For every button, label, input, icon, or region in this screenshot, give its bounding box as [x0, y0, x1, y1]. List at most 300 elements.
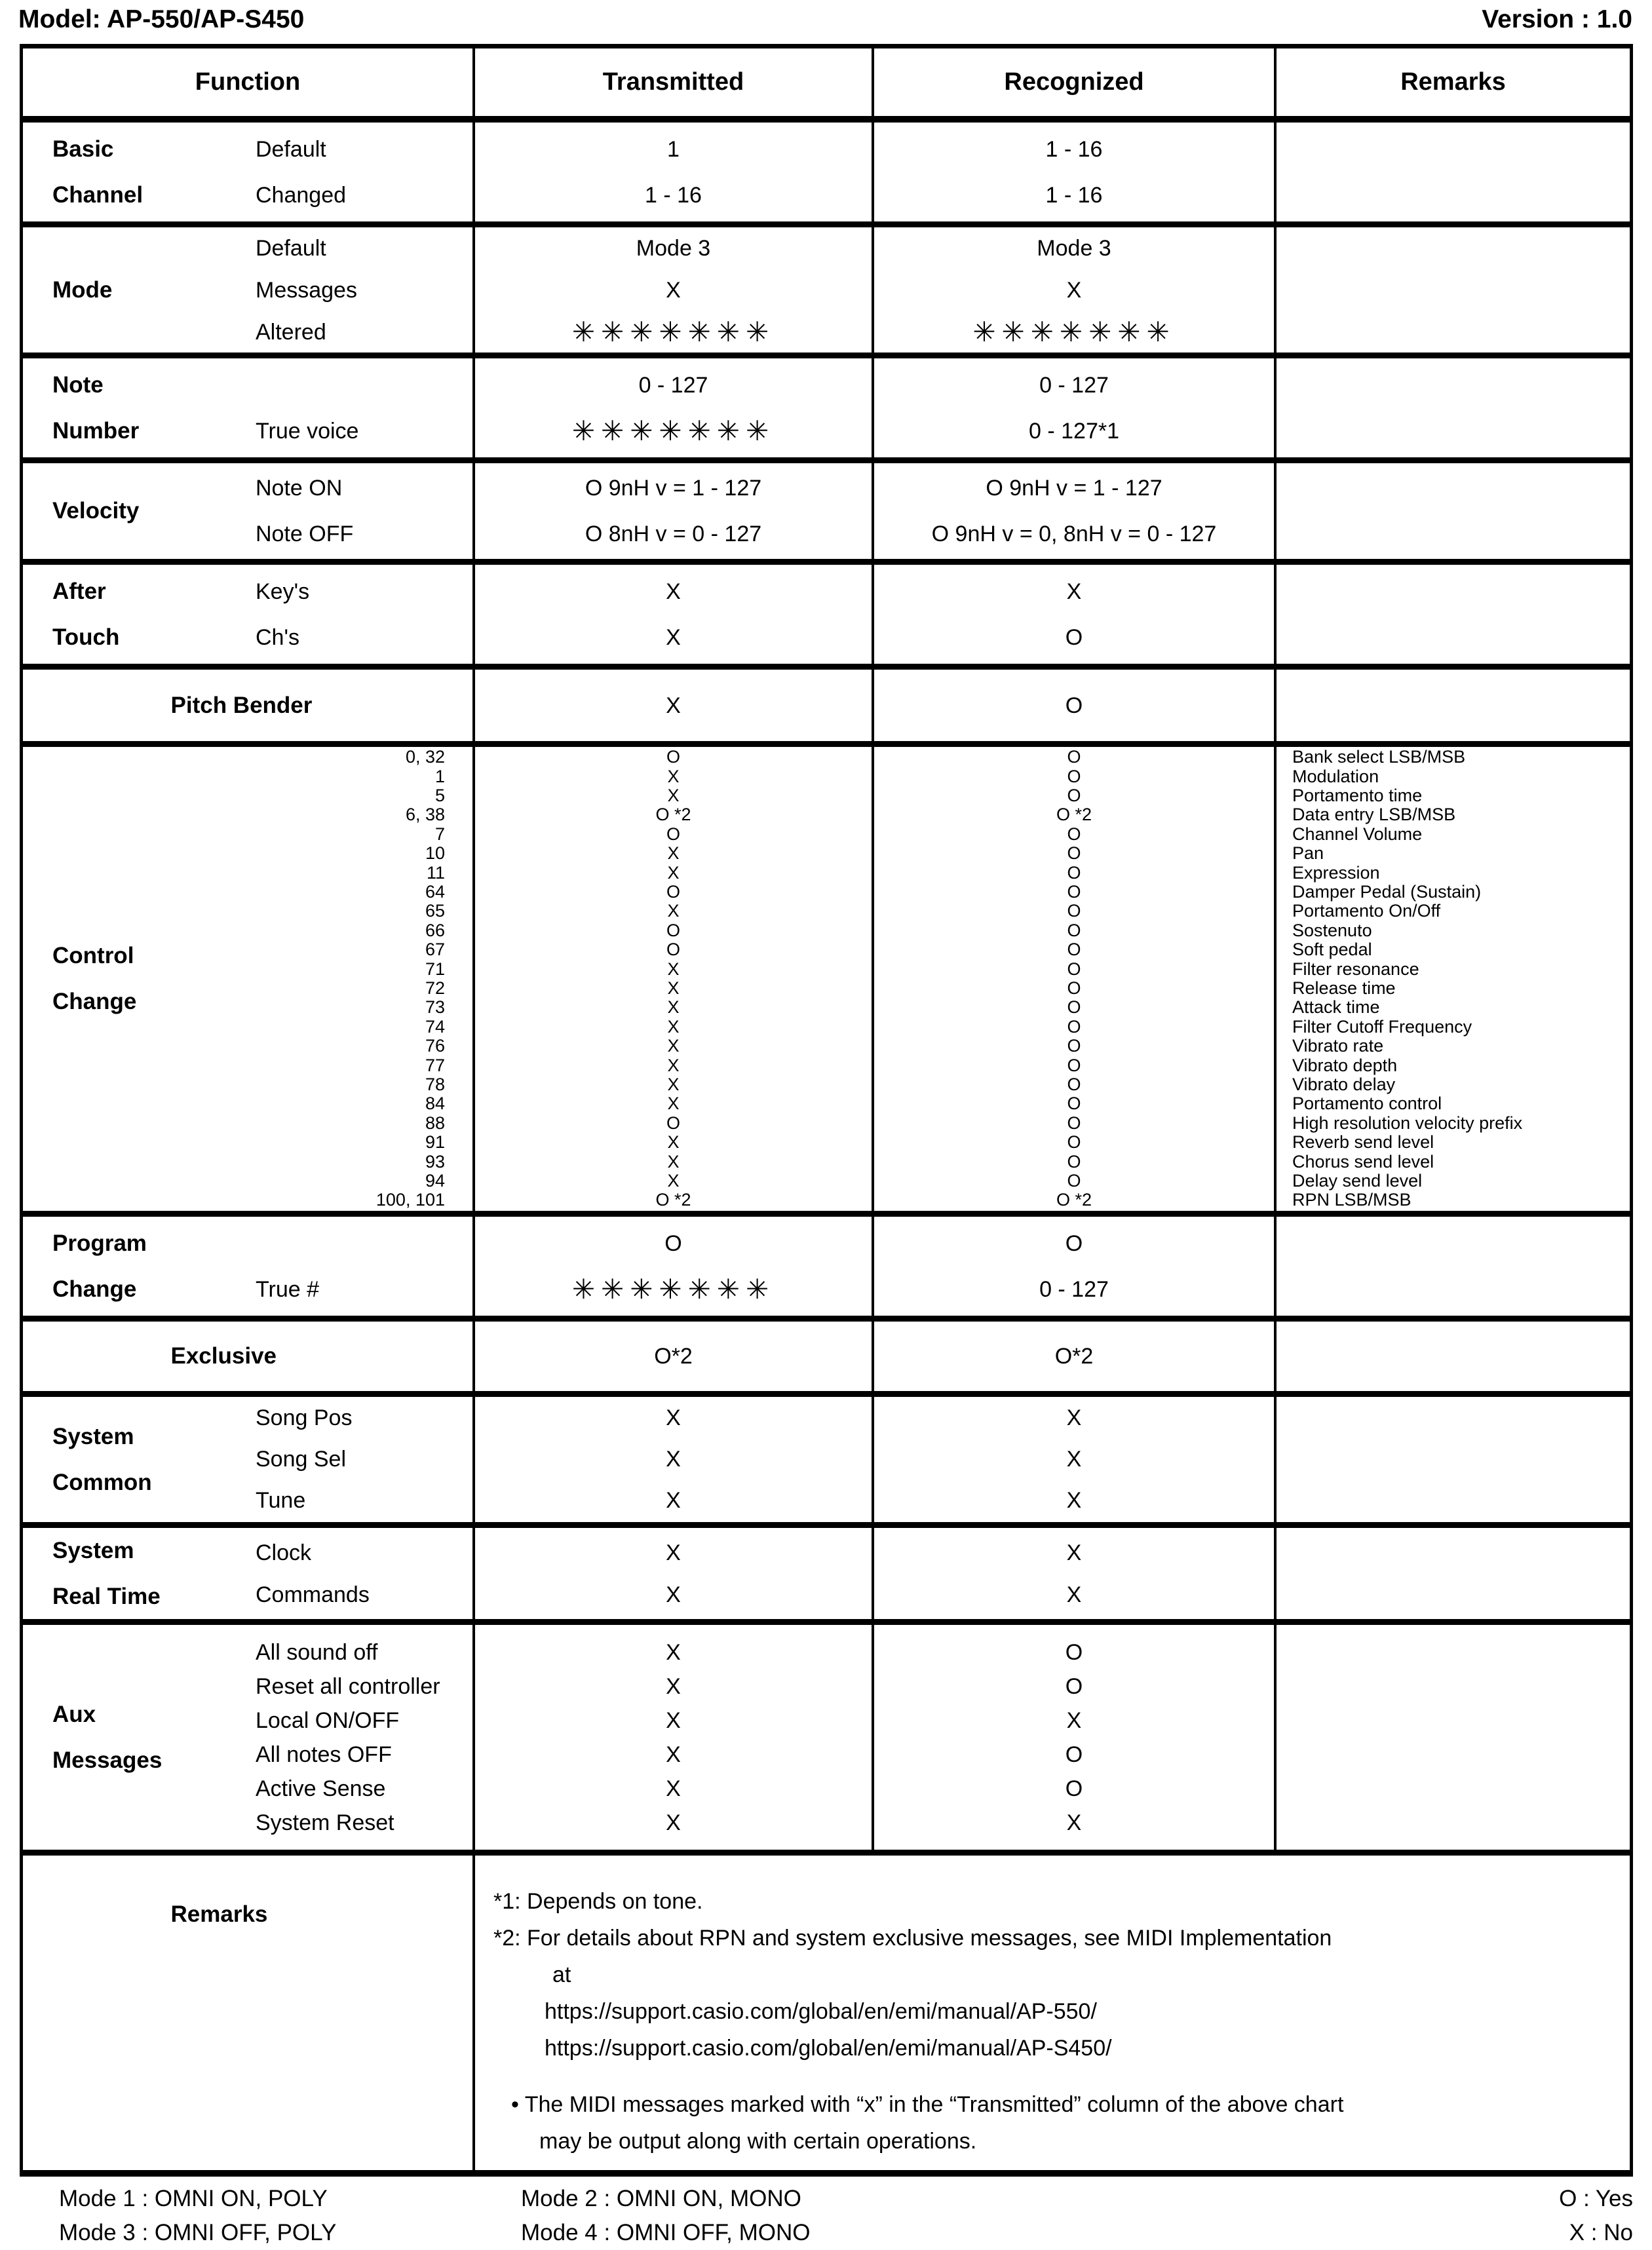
recognized-cell	[874, 1528, 1277, 1619]
cell-line: All notes OFF	[256, 1742, 392, 1767]
cell-line: O	[666, 824, 680, 844]
cell-line: 88	[425, 1113, 445, 1133]
cell-line: Channel	[52, 181, 144, 208]
cell-line: System	[52, 1537, 134, 1563]
function-cell	[23, 1217, 475, 1316]
cell-line: Note	[52, 372, 104, 398]
transmitted-cell	[475, 1322, 874, 1391]
cell-line: 77	[425, 1055, 445, 1075]
mode-legend	[20, 2182, 1633, 2250]
cell-line: Default	[256, 235, 326, 261]
row-note-number	[23, 358, 1630, 463]
cell-line: O*2	[1054, 1344, 1094, 1369]
cell-line: O	[1067, 1036, 1081, 1056]
remark-note-2: *2: For details about RPN and system exclusive messages, see MIDI Implementation	[493, 1926, 1332, 1951]
mode-3-label: Mode 3 : OMNI OFF, POLY	[59, 2220, 337, 2245]
transmitted-cell	[475, 670, 874, 741]
cell-line: Local ON/OFF	[256, 1707, 400, 1733]
remarks-cell	[1277, 1217, 1630, 1316]
cell-line: X	[666, 1447, 681, 1472]
row-remarks	[23, 1856, 1630, 2170]
cell-line: O *2	[1056, 1190, 1092, 1210]
cell-line: 66	[425, 920, 445, 940]
model-label: Model: AP-550/AP-S450	[18, 5, 305, 33]
cell-line: 74	[425, 1016, 445, 1037]
cell-line: 1 - 16	[1045, 136, 1103, 162]
remark-url-aps450: https://support.casio.com/global/en/emi/manual/AP-S450/	[545, 2036, 1112, 2061]
cell-line: 1	[667, 136, 680, 162]
cell-line: Messages	[256, 277, 357, 303]
cell-line: O	[666, 940, 680, 960]
cell-line: Key's	[256, 579, 310, 604]
cell-line: X	[666, 693, 681, 718]
row-control-change	[23, 747, 1630, 1217]
cell-line: O 9nH v = 1 - 127	[986, 476, 1162, 501]
cell-line: O	[1067, 1094, 1081, 1114]
remarks-cell	[1277, 123, 1630, 221]
transmitted-cell	[475, 1217, 874, 1316]
cell-line: Change	[52, 1276, 137, 1302]
cell-line: Sostenuto	[1292, 920, 1372, 940]
cell-line: X	[667, 978, 680, 998]
cell-line: Ch's	[256, 624, 299, 650]
cell-line: Attack time	[1292, 997, 1380, 1018]
cell-line: Filter resonance	[1292, 959, 1419, 979]
cell-line: O 9nH v = 1 - 127	[585, 476, 762, 501]
cell-line: Portamento On/Off	[1292, 901, 1441, 921]
cell-line: 67	[425, 940, 445, 960]
mode-1-label: Mode 1 : OMNI ON, POLY	[59, 2186, 328, 2211]
cell-line: X	[667, 785, 680, 805]
cell-line: O	[1067, 1055, 1081, 1075]
cell-line: O	[1065, 1742, 1083, 1767]
column-header-label: Function	[195, 68, 301, 96]
cell-line: Modulation	[1292, 766, 1379, 786]
cell-line: Portamento time	[1292, 785, 1423, 805]
cell-line: High resolution velocity prefix	[1292, 1113, 1523, 1133]
row-system-common	[23, 1397, 1630, 1528]
row-after-touch	[23, 565, 1630, 670]
cell-line: 76	[425, 1036, 445, 1056]
cell-line: Chorus send level	[1292, 1151, 1434, 1172]
transmitted-cell	[475, 1397, 874, 1522]
transmitted-cell	[475, 1625, 874, 1850]
cell-line: X	[1066, 1447, 1082, 1472]
cell-line: Altered	[256, 319, 326, 345]
midi-implementation-table	[20, 44, 1633, 2177]
cell-line: Expression	[1292, 862, 1380, 883]
cell-line: O	[1067, 1132, 1081, 1153]
remark-bullet-cont: may be output along with certain operations.	[539, 2129, 977, 2154]
function-label	[142, 1322, 355, 1391]
cell-line: O	[1065, 1776, 1083, 1801]
remarks-cell	[1277, 1397, 1630, 1522]
cell-line: X	[1066, 579, 1082, 604]
cell-line: Tune	[256, 1488, 306, 1513]
cell-line: After	[52, 578, 106, 604]
mode-4-label: Mode 4 : OMNI OFF, MONO	[521, 2220, 811, 2245]
transmitted-cell	[475, 565, 874, 664]
cell-line: O	[1067, 843, 1081, 864]
remark-bullet-note: • The MIDI messages marked with “x” in the “Transmitted” column of the above chart	[511, 2092, 1344, 2117]
cell-line: O	[1067, 1075, 1081, 1095]
function-label	[23, 565, 236, 664]
cell-line: X	[1066, 1707, 1082, 1733]
transmitted-cell	[475, 358, 874, 457]
cell-line: 93	[425, 1151, 445, 1172]
cell-line: 1 - 16	[1045, 182, 1103, 208]
version-label: Version : 1.0	[1482, 5, 1632, 33]
column-header-label: Recognized	[1004, 68, 1144, 96]
cell-line: Portamento control	[1292, 1094, 1442, 1114]
cell-line: X	[1066, 1405, 1082, 1430]
cell-line: O*2	[654, 1344, 693, 1369]
transmitted-cell	[475, 463, 874, 559]
cell-line: Pan	[1292, 843, 1324, 864]
cell-line: O	[1067, 747, 1081, 767]
cell-line: Default	[256, 136, 326, 162]
cell-line: X	[666, 1582, 681, 1607]
function-label	[23, 463, 236, 559]
cell-line: X	[666, 1673, 681, 1699]
remarks-cell	[1277, 463, 1630, 559]
cell-line: X	[1066, 277, 1082, 303]
row-velocity	[23, 463, 1630, 565]
cell-line: 0 - 127	[638, 372, 708, 398]
cell-line: X	[666, 1488, 681, 1513]
cell-line: O	[664, 1230, 682, 1256]
cell-line: X	[666, 277, 681, 303]
function-cell	[23, 1625, 475, 1850]
cell-line: 91	[425, 1132, 445, 1153]
cell-line: Song Pos	[256, 1405, 353, 1430]
cell-line	[256, 362, 472, 408]
cell-line: 65	[425, 901, 445, 921]
cell-line: 0 - 127	[1039, 372, 1109, 398]
recognized-cell	[874, 1217, 1277, 1316]
cell-line: X	[667, 1171, 680, 1191]
cell-line: ✳✳✳✳✳✳✳	[571, 415, 775, 446]
cell-line: X	[667, 959, 680, 979]
function-label	[142, 670, 355, 741]
cell-line: X	[667, 1036, 680, 1056]
cell-line: O	[1067, 881, 1081, 902]
row-pitch-bender	[23, 670, 1630, 747]
cell-line: Change	[52, 989, 137, 1014]
function-cell	[23, 670, 475, 741]
cell-line: Reverb send level	[1292, 1132, 1434, 1153]
function-label	[23, 1217, 236, 1316]
function-sub-labels	[236, 123, 472, 221]
cell-line: X	[666, 579, 681, 604]
function-cell	[23, 1397, 475, 1522]
cell-line: Channel Volume	[1292, 824, 1423, 844]
function-sub-labels	[236, 1397, 472, 1522]
cell-line: Mode	[52, 276, 113, 303]
function-cell	[23, 747, 475, 1211]
cell-line: X	[666, 1707, 681, 1733]
function-label	[23, 1528, 236, 1619]
cell-line: O	[1067, 824, 1081, 844]
cell-line: 78	[425, 1075, 445, 1095]
cell-line: X	[1066, 1540, 1082, 1565]
cell-line: System	[52, 1423, 134, 1449]
cell-line: 7	[434, 824, 445, 844]
cell-line: Exclusive	[170, 1343, 277, 1369]
function-sub-labels	[236, 1528, 472, 1619]
cell-line: O	[666, 920, 680, 940]
recognized-cell	[874, 670, 1277, 741]
remarks-cell	[1277, 358, 1630, 457]
cell-line: O *2	[655, 805, 691, 825]
header-cell-function	[23, 48, 475, 116]
cell-line: 72	[425, 978, 445, 998]
remarks-cell	[1277, 1625, 1630, 1850]
cell-line: O	[1065, 1639, 1083, 1665]
cell-line: X	[667, 1094, 680, 1114]
cell-line: Data entry LSB/MSB	[1292, 805, 1456, 825]
cell-line: Song Sel	[256, 1447, 346, 1472]
function-sub-labels	[236, 565, 472, 664]
remarks-cell	[1277, 1528, 1630, 1619]
remarks-cell	[1277, 565, 1630, 664]
cell-line: O	[1067, 959, 1081, 979]
function-cell	[23, 1322, 475, 1391]
cell-line: O	[1067, 1171, 1081, 1191]
cell-line: Basic	[52, 136, 114, 162]
cell-line: O *2	[1056, 805, 1092, 825]
cell-line: Damper Pedal (Sustain)	[1292, 881, 1482, 902]
transmitted-cell	[475, 747, 874, 1211]
cell-line: X	[667, 901, 680, 921]
transmitted-cell	[475, 1528, 874, 1619]
cell-line: All sound off	[256, 1639, 378, 1665]
function-sub-labels	[236, 358, 472, 457]
function-label	[142, 1856, 355, 2170]
cell-line: X	[667, 1016, 680, 1037]
table-header-row	[23, 48, 1630, 123]
cell-line: 0 - 127*1	[1029, 418, 1119, 444]
cell-line: Common	[52, 1469, 152, 1495]
cell-line: Release time	[1292, 978, 1396, 998]
transmitted-cell	[475, 123, 874, 221]
cell-line: Clock	[256, 1540, 312, 1565]
cell-line: O	[666, 881, 680, 902]
cell-line: Vibrato depth	[1292, 1055, 1398, 1075]
cell-line: 1 - 16	[645, 182, 702, 208]
function-sub-labels	[236, 227, 472, 353]
recognized-cell	[874, 565, 1277, 664]
cell-line: System Reset	[256, 1810, 394, 1835]
cell-line: O	[1067, 766, 1081, 786]
remarks-cell	[1277, 1322, 1630, 1391]
function-label	[23, 358, 236, 457]
cell-line: O	[666, 1113, 680, 1133]
cell-line: X	[1066, 1488, 1082, 1513]
remarks-cell	[1277, 747, 1630, 1211]
remarks-cell	[1277, 670, 1630, 741]
function-cell	[23, 1856, 475, 2170]
cell-line: O	[1067, 997, 1081, 1018]
cell-line: Commands	[256, 1582, 370, 1607]
function-label	[23, 227, 236, 353]
cell-line: X	[666, 1742, 681, 1767]
mode-legend-line-2	[20, 2216, 1633, 2250]
function-cell	[23, 358, 475, 457]
cell-line: O	[1067, 901, 1081, 921]
cell-line: Soft pedal	[1292, 940, 1372, 960]
cell-line: 6, 38	[405, 805, 445, 825]
cc-number-list	[236, 747, 472, 1211]
cell-line: X	[667, 843, 680, 864]
cell-line: O	[1067, 1113, 1081, 1133]
cell-line: Vibrato rate	[1292, 1036, 1384, 1056]
header-cell-recognized	[874, 48, 1277, 116]
function-sub-labels	[236, 463, 472, 559]
cell-line: X	[667, 766, 680, 786]
cell-line: Mode 3	[636, 235, 711, 261]
cell-line: Changed	[256, 182, 347, 208]
recognized-cell	[874, 358, 1277, 457]
recognized-cell	[874, 227, 1277, 353]
cell-line: Touch	[52, 624, 120, 650]
function-label	[23, 1397, 236, 1522]
cell-line: X	[667, 1055, 680, 1075]
cell-line: 100, 101	[375, 1190, 445, 1210]
function-label	[23, 747, 236, 1211]
cell-line: O	[1065, 1230, 1083, 1256]
cell-line: X	[666, 1776, 681, 1801]
remarks-notes-cell	[475, 1856, 1630, 2170]
cell-line: O	[1067, 978, 1081, 998]
remark-note-1: *1: Depends on tone.	[493, 1889, 703, 1914]
cell-line: X	[666, 1810, 681, 1835]
recognized-cell	[874, 1322, 1277, 1391]
cell-line: Delay send level	[1292, 1171, 1423, 1191]
cell-line: X	[667, 997, 680, 1018]
row-exclusive	[23, 1322, 1630, 1397]
function-cell	[23, 123, 475, 221]
recognized-cell	[874, 463, 1277, 559]
cell-line: O 8nH v = 0 - 127	[585, 522, 762, 546]
cell-line: O	[1067, 785, 1081, 805]
mode-2-label: Mode 2 : OMNI ON, MONO	[521, 2186, 801, 2211]
header-cell-remarks	[1277, 48, 1630, 116]
cell-line: Number	[52, 417, 140, 444]
function-sub-labels	[236, 1625, 472, 1850]
cell-line: ✳✳✳✳✳✳✳	[972, 316, 1176, 347]
cell-line: 64	[425, 881, 445, 902]
cell-line: True voice	[256, 418, 359, 444]
function-label	[23, 123, 236, 221]
cell-line: Control	[52, 943, 134, 968]
cell-line: X	[667, 1132, 680, 1153]
cell-line: Messages	[52, 1747, 163, 1773]
legend-x-no: X : No	[1569, 2220, 1633, 2245]
row-system-real-time	[23, 1528, 1630, 1625]
function-cell	[23, 565, 475, 664]
cell-line: RPN LSB/MSB	[1292, 1190, 1412, 1210]
cell-line: X	[667, 1075, 680, 1095]
cell-line: Note OFF	[256, 522, 354, 546]
cell-line: O	[1067, 920, 1081, 940]
cell-line: 0, 32	[405, 747, 445, 767]
remark-url-ap550: https://support.casio.com/global/en/emi/manual/AP-550/	[545, 1999, 1097, 2024]
cell-line: Aux	[52, 1701, 96, 1727]
cell-line: O	[666, 747, 680, 767]
cell-line: 1	[434, 766, 445, 786]
cell-line: Velocity	[52, 498, 140, 524]
function-cell	[23, 1528, 475, 1619]
row-aux-messages	[23, 1625, 1630, 1856]
cell-line: O 9nH v = 0, 8nH v = 0 - 127	[931, 522, 1217, 546]
cell-line: X	[1066, 1582, 1082, 1607]
cell-line: X	[667, 1151, 680, 1172]
cell-line: X	[1066, 1810, 1082, 1835]
cell-line: O	[1065, 624, 1083, 650]
remark-note-2-cont: at	[552, 1962, 571, 1987]
cell-line: ✳✳✳✳✳✳✳	[571, 1273, 775, 1305]
recognized-cell	[874, 1625, 1277, 1850]
function-cell	[23, 227, 475, 353]
cell-line: O	[1067, 862, 1081, 883]
cell-line: 5	[434, 785, 445, 805]
function-sub-labels	[236, 1217, 472, 1316]
legend-o-yes: O : Yes	[1559, 2186, 1633, 2211]
cell-line: X	[667, 862, 680, 883]
cell-line: 73	[425, 997, 445, 1018]
cell-line: O	[1065, 1673, 1083, 1699]
function-label	[23, 1625, 236, 1850]
column-header-label: Remarks	[1400, 68, 1506, 96]
cell-line: O	[1067, 1151, 1081, 1172]
cell-line: Bank select LSB/MSB	[1292, 747, 1466, 767]
cell-line: O *2	[655, 1190, 691, 1210]
header-cell-transmitted	[475, 48, 874, 116]
cell-line: 0 - 127	[1039, 1276, 1109, 1302]
function-cell	[23, 463, 475, 559]
cell-line: O	[1065, 693, 1083, 718]
cell-line: Filter Cutoff Frequency	[1292, 1016, 1472, 1037]
column-header-label: Transmitted	[602, 68, 744, 96]
recognized-cell	[874, 747, 1277, 1211]
cell-line: Reset all controller	[256, 1673, 440, 1699]
cell-line: X	[666, 1405, 681, 1430]
cell-line: 11	[426, 862, 445, 883]
recognized-cell	[874, 123, 1277, 221]
cell-line: Note ON	[256, 476, 343, 501]
cell-line: True #	[256, 1276, 320, 1302]
cell-line: Program	[52, 1230, 147, 1256]
cell-line	[256, 1221, 472, 1267]
cell-line: ✳✳✳✳✳✳✳	[571, 316, 775, 347]
recognized-cell	[874, 1397, 1277, 1522]
transmitted-cell	[475, 227, 874, 353]
cell-line: Remarks	[170, 1901, 268, 1927]
cell-line: 10	[425, 843, 445, 864]
row-mode	[23, 227, 1630, 358]
cell-line: Real Time	[52, 1583, 161, 1609]
cell-line: X	[666, 1639, 681, 1665]
cell-line: X	[666, 1540, 681, 1565]
cell-line: 84	[425, 1094, 445, 1114]
cell-line: O	[1067, 1016, 1081, 1037]
cell-line: 94	[425, 1171, 445, 1191]
cell-line: Pitch Bender	[170, 692, 313, 718]
cell-line: X	[666, 624, 681, 650]
row-program-change	[23, 1217, 1630, 1322]
row-basic-channel	[23, 123, 1630, 227]
